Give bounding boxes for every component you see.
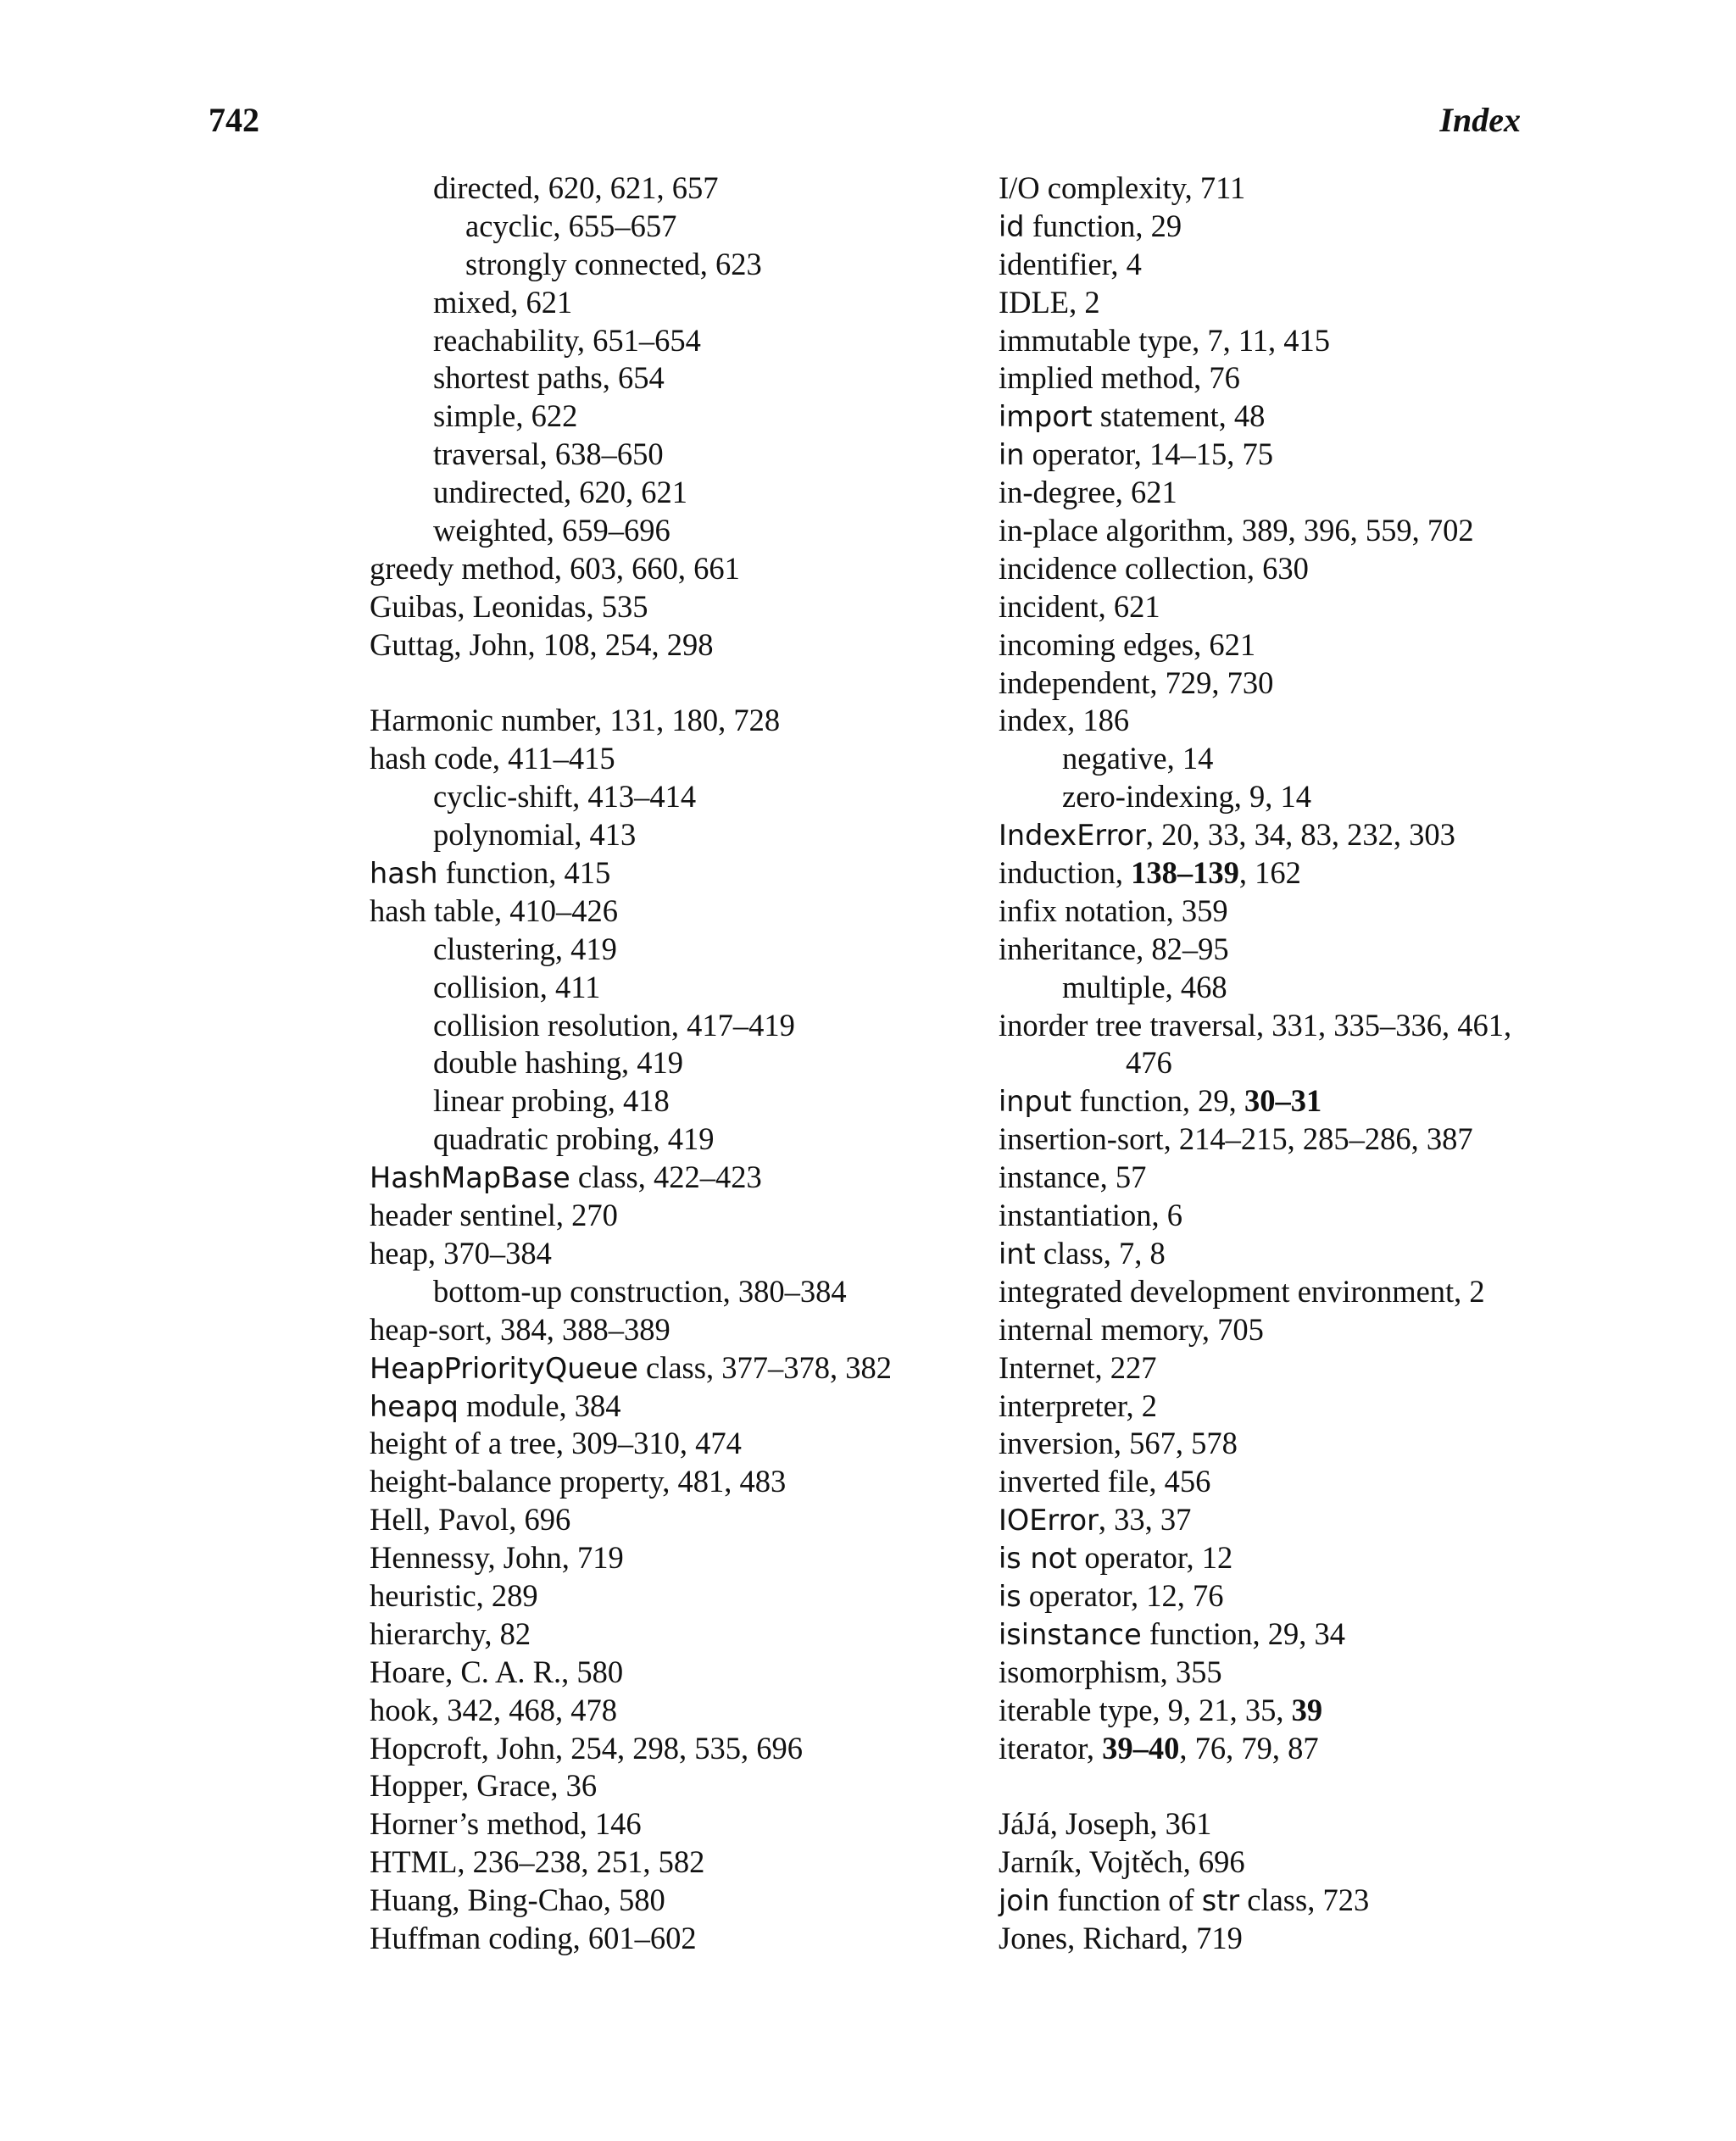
entry-text: bottom-up construction, 380–384 [433,1273,847,1309]
index-entry [999,1387,1541,1426]
entry-text: instantiation, 6 [999,1198,1182,1233]
index-entry [370,1577,912,1615]
entry-text: identifier, 4 [999,246,1142,281]
index-entry [999,588,1541,626]
entry-text: traversal, 638–650 [433,437,664,472]
entry-text: operator, 12, 76 [1021,1577,1224,1613]
entry-text: inverted file, 456 [999,1464,1211,1499]
entry-text: in-place algorithm, 389, 396, 559, 702 [999,513,1474,548]
index-entry [370,1197,912,1235]
index-entry [999,1615,1541,1654]
entry-text: integrated development environment, 2 [999,1273,1485,1309]
index-subentry [370,322,912,360]
entry-text: isomorphism, 355 [999,1654,1222,1689]
entry-text: incoming edges, 621 [999,626,1256,662]
index-column-left [370,170,912,1958]
entry-text: function of [1049,1882,1202,1918]
entry-text: 476 [1126,1045,1172,1081]
entry-text: , 33, 37 [1098,1502,1192,1538]
entry-text: inorder tree traversal, 331, 335–336, 461, [999,1007,1512,1043]
index-subentry [370,398,912,436]
entry-text: quadratic probing, 419 [433,1121,715,1157]
entry-text: internal memory, 705 [999,1311,1264,1347]
index-entry [370,588,912,626]
entry-text: polynomial, 413 [433,817,637,853]
entry-text: undirected, 620, 621 [433,475,688,510]
index-entry [370,1159,912,1197]
entry-text: height-balance property, 481, 483 [370,1464,787,1499]
entry-text: hash table, 410–426 [370,893,618,928]
entry-text: directed, 620, 621, 657 [433,170,719,205]
index-subentry [370,359,912,398]
index-entry [370,1654,912,1692]
index-entry [999,1311,1541,1349]
index-entry [999,816,1541,854]
entry-text: in-degree, 621 [999,475,1177,510]
entry-text: Hoare, C. A. R., 580 [370,1654,624,1689]
code-term: isinstance [999,1617,1142,1651]
entry-text: Hopcroft, John, 254, 298, 535, 696 [370,1730,803,1766]
entry-text: weighted, 659–696 [433,513,670,548]
index-entry [999,359,1541,398]
entry-text: infix notation, 359 [999,893,1228,928]
entry-text: inheritance, 82–95 [999,931,1229,966]
entry-text: strongly connected, 623 [465,246,762,281]
index-entry [370,1843,912,1882]
index-entry [999,1121,1541,1159]
index-subentry [370,1121,912,1159]
index-subentry [370,1273,912,1311]
index-entry [999,1730,1541,1768]
index-entry [999,1007,1541,1045]
entry-text: module, 384 [458,1387,621,1423]
entry-text: HTML, 236–238, 251, 582 [370,1844,705,1880]
code-term: HashMapBase [370,1161,570,1195]
index-subentry [370,778,912,816]
entry-text: hook, 342, 468, 478 [370,1692,617,1727]
entry-text: function, 29, [1071,1083,1244,1119]
entry-text: Guttag, John, 108, 254, 298 [370,626,714,662]
entry-text: IDLE, 2 [999,284,1100,320]
entry-text: reachability, 651–654 [433,322,701,358]
entry-text: inversion, 567, 578 [999,1426,1238,1461]
index-entry [999,1805,1541,1843]
index-subentry [370,512,912,550]
index-entry [999,436,1541,474]
entry-text: Hell, Pavol, 696 [370,1502,571,1538]
entry-text: implied method, 76 [999,360,1240,396]
index-entry [370,550,912,588]
code-term: int [999,1237,1036,1271]
entry-text: class, 422–423 [570,1159,762,1195]
entry-text: zero-indexing, 9, 14 [1062,779,1311,815]
entry-text: , 20, 33, 34, 83, 232, 303 [1145,817,1455,853]
entry-text: multiple, 468 [1062,969,1227,1004]
entry-text: immutable type, 7, 11, 415 [999,322,1330,358]
index-subentry [370,474,912,512]
index-subentry [370,436,912,474]
index-subentry [370,1007,912,1045]
entry-text: double hashing, 419 [433,1045,684,1081]
entry-text: interpreter, 2 [999,1387,1158,1423]
index-subentry [370,208,912,246]
entry-text: iterator, [999,1730,1103,1766]
index-entry [999,170,1541,208]
index-entry [370,626,912,665]
entry-text: linear probing, 418 [433,1083,670,1119]
index-subentry [370,246,912,284]
index-entry [999,893,1541,931]
index-entry [370,1920,912,1958]
index-entry [999,512,1541,550]
index-entry [999,474,1541,512]
entry-text: collision resolution, 417–419 [433,1007,795,1043]
index-subentry [370,170,912,208]
entry-text: acyclic, 655–657 [465,208,677,243]
index-entry [370,1882,912,1920]
entry-text: Harmonic number, 131, 180, 728 [370,703,781,738]
index-entry [999,398,1541,436]
code-term: IOError [999,1504,1099,1538]
entry-text: class, 7, 8 [1035,1235,1166,1271]
entry-text: Jones, Richard, 719 [999,1920,1243,1955]
index-entry [999,1159,1541,1197]
index-entry [370,1539,912,1577]
bold-page-ref: 39–40 [1102,1730,1180,1766]
entry-text: induction, [999,855,1132,891]
index-entry [999,1577,1541,1615]
index-entry [999,626,1541,665]
entry-text: incidence collection, 630 [999,550,1309,586]
entry-text: index, 186 [999,703,1130,738]
index-entry [999,854,1541,893]
code-term: HeapPriorityQueue [370,1351,638,1385]
index-entry [370,1767,912,1805]
index-entry [999,322,1541,360]
entry-text: greedy method, 603, 660, 661 [370,550,740,586]
index-subentry [370,931,912,969]
index-entry [370,1463,912,1501]
entry-text: Jarník, Vojtěch, 696 [999,1844,1245,1880]
entry-text: iterable type, 9, 21, 35, [999,1692,1292,1727]
bold-page-ref: 30–31 [1244,1083,1322,1119]
index-entry [999,1235,1541,1273]
index-entry [370,740,912,778]
index-subentry [370,969,912,1007]
code-term: str [1201,1884,1240,1918]
entry-text: mixed, 621 [433,284,573,320]
index-entry [370,702,912,740]
entry-text: height of a tree, 309–310, 474 [370,1426,742,1461]
index-subentry [370,816,912,854]
entry-text: heuristic, 289 [370,1577,538,1613]
index-entry [370,1235,912,1273]
entry-text: , 76, 79, 87 [1179,1730,1319,1766]
entry-text: Huang, Bing-Chao, 580 [370,1882,665,1918]
index-entry [370,1730,912,1768]
index-entry [999,1463,1541,1501]
code-term: id [999,209,1025,243]
entry-text: independent, 729, 730 [999,665,1274,700]
index-column-right [999,170,1541,1958]
index-subentry [370,1082,912,1121]
code-term: heapq [370,1389,459,1423]
code-term: is [999,1579,1021,1613]
bold-page-ref: 39 [1291,1692,1323,1727]
code-term: IndexError [999,819,1146,853]
entry-text: class, 723 [1239,1882,1370,1918]
entry-text: Hopper, Grace, 36 [370,1768,598,1804]
entry-text: insertion-sort, 214–215, 285–286, 387 [999,1121,1473,1157]
index-entry [999,1920,1541,1958]
index-entry [370,1349,912,1387]
index-entry [999,1082,1541,1121]
code-term: is not [999,1542,1077,1576]
entry-text: incident, 621 [999,588,1160,624]
index-entry [999,1692,1541,1730]
entry-text: operator, 14–15, 75 [1024,437,1274,472]
index-entry [370,854,912,893]
code-term: in [999,438,1025,472]
entry-text: clustering, 419 [433,931,617,966]
index-subentry [999,740,1541,778]
index-entry [999,665,1541,703]
bold-page-ref: 138–139 [1131,855,1239,891]
index-subentry [370,284,912,322]
entry-text: hierarchy, 82 [370,1615,531,1651]
index-entry [370,1501,912,1539]
code-term: import [999,400,1093,434]
page-number: 742 [209,101,259,139]
entry-text: instance, 57 [999,1159,1147,1195]
index-entry [999,1273,1541,1311]
entry-text: cyclic-shift, 413–414 [433,779,697,815]
code-term: input [999,1085,1072,1119]
index-entry [370,1387,912,1426]
index-subentry [999,969,1541,1007]
index-entry [999,208,1541,246]
index-entry [999,246,1541,284]
index-entry [370,1615,912,1654]
entry-text: Horner’s method, 146 [370,1806,642,1842]
code-term: hash [370,857,438,891]
index-entry [999,931,1541,969]
entry-text: statement, 48 [1092,398,1266,434]
entry-text: Internet, 227 [999,1349,1157,1385]
entry-text: heap, 370–384 [370,1235,552,1271]
index-entry [999,1539,1541,1577]
entry-text: Huffman coding, 601–602 [370,1920,697,1955]
index-entry [999,1843,1541,1882]
entry-text: negative, 14 [1062,741,1214,776]
index-entry [370,1692,912,1730]
running-head: Index [1439,101,1521,139]
entry-text: function, 29, 34 [1141,1615,1345,1651]
entry-text: function, 415 [437,855,611,891]
entry-text: Hennessy, John, 719 [370,1540,624,1576]
index-entry [370,1805,912,1843]
entry-text: simple, 622 [433,398,578,434]
index-subentry [999,1044,1541,1082]
letter-group-gap [370,665,912,703]
entry-text: I/O complexity, 711 [999,170,1246,205]
index-entry [370,1311,912,1349]
index-entry [999,1349,1541,1387]
entry-text: JáJá, Joseph, 361 [999,1806,1212,1842]
entry-text: , 162 [1238,855,1301,891]
index-entry [999,550,1541,588]
entry-text: Guibas, Leonidas, 535 [370,588,648,624]
index-entry [999,284,1541,322]
index-entry [999,1501,1541,1539]
entry-text: hash code, 411–415 [370,741,615,776]
entry-text: header sentinel, 270 [370,1198,618,1233]
index-entry [999,702,1541,740]
code-term: join [999,1884,1050,1918]
index-entry [370,893,912,931]
letter-group-gap [999,1767,1541,1805]
entry-text: class, 377–378, 382 [637,1349,892,1385]
index-subentry [999,778,1541,816]
entry-text: shortest paths, 654 [433,360,665,396]
index-subentry [370,1044,912,1082]
entry-text: collision, 411 [433,969,601,1004]
index-entry [999,1882,1541,1920]
index-entry [999,1654,1541,1692]
index-entry [370,1425,912,1463]
index-entry [999,1425,1541,1463]
index-entry [999,1197,1541,1235]
entry-text: heap-sort, 384, 388–389 [370,1311,670,1347]
entry-text: function, 29 [1024,208,1182,243]
entry-text: operator, 12 [1077,1540,1233,1576]
